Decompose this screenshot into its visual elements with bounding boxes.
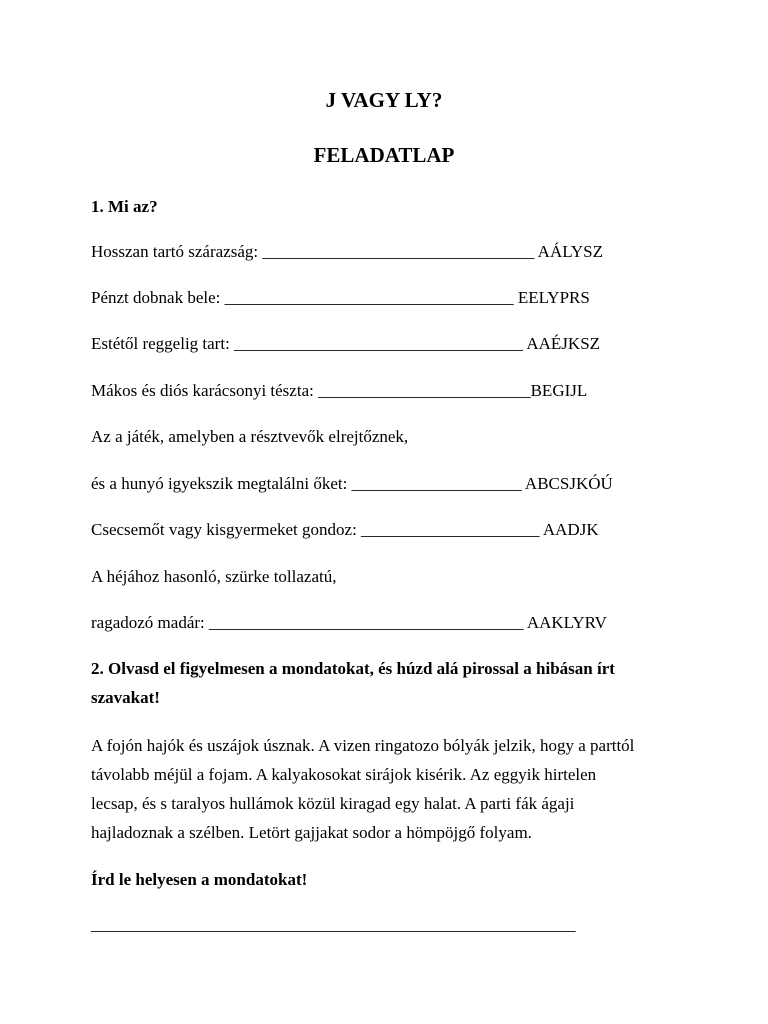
paragraph-line: lecsap, és s taralyos hullámok közül kiragad egy halat. A parti fák ágaji xyxy=(91,794,575,813)
exercise-item xyxy=(91,426,408,448)
item-letters: BEGIJL xyxy=(530,381,588,400)
section2-heading: 2. Olvasd el figyelmesen a mondatokat, és húzd alá pirossal a hibásan írt xyxy=(91,659,615,678)
answer-line: _________________________________________________________ xyxy=(91,915,576,934)
page-title: J VAGY LY? xyxy=(325,88,443,112)
section1-heading: 1. Mi az? xyxy=(91,197,158,216)
exercise-item xyxy=(91,566,336,588)
item-prompt: és a hunyó igyekszik megtalálni őket: ____________________ xyxy=(91,474,522,493)
exercise-item xyxy=(91,519,599,541)
item-prompt: ragadozó madár: _____________________________________ xyxy=(91,613,524,632)
page-subtitle: FELADATLAP xyxy=(313,143,455,167)
paragraph-line: A fojón hajók és uszájok úsznak. A vizen ringatozo bólyák jelzik, hogy a parttól xyxy=(91,736,635,755)
item-prompt: Az a játék, amelyben a résztvevők elrejtőznek, xyxy=(91,427,409,446)
exercise-item xyxy=(91,380,587,402)
rewrite-instruction: Írd le helyesen a mondatokat! xyxy=(91,870,308,889)
paragraph-line: hajladoznak a szélben. Letört gajjakat sodor a hömpöjgő folyam. xyxy=(91,823,532,842)
item-prompt: Hosszan tartó szárazság: ________________________________ xyxy=(91,242,535,261)
exercise-item xyxy=(91,287,590,309)
item-letters: EELYPRS xyxy=(517,288,590,307)
item-letters: ABCSJKÓÚ xyxy=(524,474,613,493)
item-prompt: Mákos és diós karácsonyi tészta: _________________________ xyxy=(91,381,531,400)
item-prompt: Estétől reggelig tart: __________________________________ xyxy=(91,334,524,353)
item-letters: AÁLYSZ xyxy=(537,242,604,261)
exercise-item xyxy=(91,473,613,495)
item-letters: AAÉJKSZ xyxy=(526,334,601,353)
item-prompt: Pénzt dobnak bele: __________________________________ xyxy=(91,288,514,307)
item-letters: AADJK xyxy=(542,520,599,539)
item-prompt: Csecsemőt vagy kisgyermeket gondoz: _____________________ xyxy=(91,520,540,539)
exercise-item xyxy=(91,333,600,355)
section2-heading-cont: szavakat! xyxy=(91,688,160,707)
exercise-item xyxy=(91,241,603,263)
item-prompt: A héjához hasonló, szürke tollazatú, xyxy=(91,567,337,586)
exercise-item xyxy=(91,612,607,634)
paragraph-line: távolabb méjül a fojam. A kalyakosokat sirájok kisérik. Az eggyik hirtelen xyxy=(91,765,597,784)
item-letters: AAKLYRV xyxy=(526,613,607,632)
